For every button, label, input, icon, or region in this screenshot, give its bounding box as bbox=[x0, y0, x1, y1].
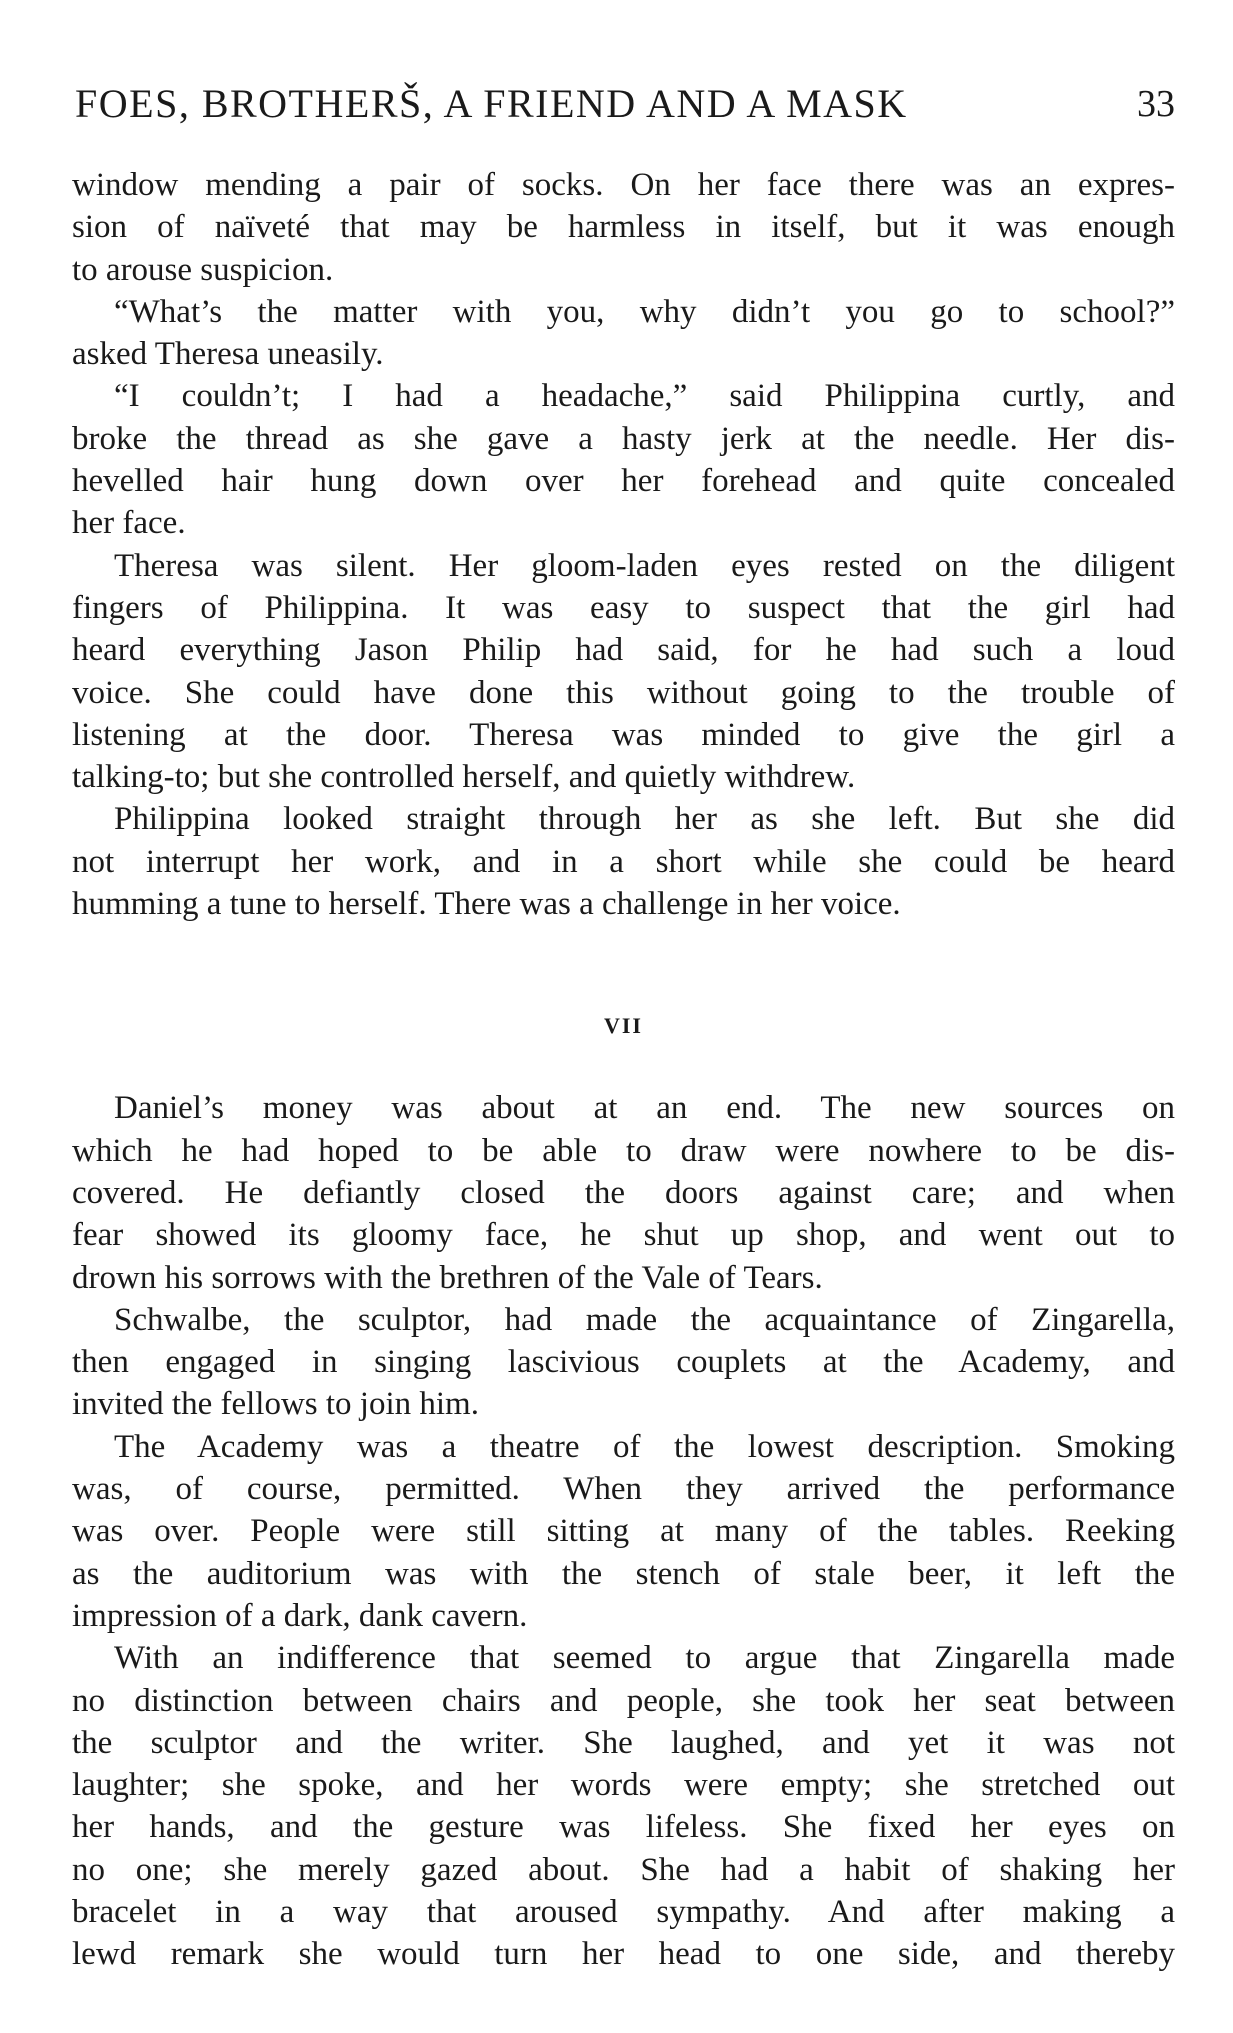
text-line: sion of naïveté that may be harmless in itself, but it was enough bbox=[72, 209, 1175, 246]
text-line: impression of a dark, dank cavern. bbox=[72, 1597, 528, 1634]
text-line: no one; she merely gazed about. She had a habit of shaking her bbox=[72, 1851, 1175, 1888]
text-line: covered. He defiantly closed the doors against care; and when bbox=[72, 1174, 1175, 1211]
text-line: the sculptor and the writer. She laughed, and yet it was not bbox=[72, 1724, 1175, 1761]
text-line: With an indifference that seemed to argue that Zingarella made bbox=[114, 1640, 1175, 1677]
text-line: talking-to; but she controlled herself, and quietly withdrew. bbox=[72, 759, 856, 796]
text-line: Schwalbe, the sculptor, had made the acquaintance of Zingarella, bbox=[114, 1301, 1175, 1338]
paragraph bbox=[72, 545, 1175, 799]
paragraph bbox=[72, 1299, 1175, 1426]
text-line: bracelet in a way that aroused sympathy. And after making a bbox=[72, 1893, 1175, 1930]
text-line: heard everything Jason Philip had said, for he had such a loud bbox=[72, 632, 1175, 669]
section-heading: VII bbox=[603, 1013, 643, 1039]
paragraph bbox=[72, 164, 1175, 291]
paragraph bbox=[72, 1087, 1175, 1298]
text-line: Philippina looked straight through her as she left. But she did bbox=[114, 801, 1175, 838]
paragraph bbox=[72, 291, 1175, 376]
text-line: no distinction between chairs and people, she took her seat between bbox=[72, 1682, 1175, 1719]
paragraph bbox=[72, 1637, 1175, 1975]
text-line: her face. bbox=[72, 505, 186, 542]
text-line: “What’s the matter with you, why didn’t you go to school?” bbox=[114, 293, 1175, 330]
paragraph bbox=[72, 1426, 1175, 1637]
paragraphs-after-section bbox=[72, 1087, 1175, 1975]
text-line: The Academy was a theatre of the lowest description. Smoking bbox=[114, 1428, 1175, 1465]
body-text bbox=[72, 164, 1175, 1976]
text-line: Theresa was silent. Her gloom-laden eyes rested on the diligent bbox=[114, 547, 1175, 584]
text-line: which he had hoped to be able to draw were nowhere to be dis- bbox=[72, 1132, 1175, 1169]
text-line: window mending a pair of socks. On her face there was an expres- bbox=[72, 167, 1175, 203]
paragraph bbox=[72, 798, 1175, 925]
text-line: was, of course, permitted. When they arrived the performance bbox=[72, 1471, 1175, 1508]
running-title: FOES, BROTHERŠ, A FRIEND AND A MASK bbox=[75, 81, 908, 126]
text-line: laughter; she spoke, and her words were empty; she stretched out bbox=[72, 1767, 1175, 1804]
text-line: fear showed its gloomy face, he shut up shop, and went out to bbox=[72, 1217, 1175, 1254]
text-line: lewd remark she would turn her head to one side, and thereby bbox=[72, 1936, 1175, 1973]
text-line: voice. She could have done this without going to the trouble of bbox=[72, 674, 1175, 711]
text-line: as the auditorium was with the stench of stale beer, it left the bbox=[72, 1555, 1175, 1592]
text-line: drown his sorrows with the brethren of the Vale of Tears. bbox=[72, 1259, 823, 1296]
paragraph bbox=[72, 375, 1175, 544]
text-line: asked Theresa uneasily. bbox=[72, 336, 384, 373]
text-line: hevelled hair hung down over her forehead and quite concealed bbox=[72, 463, 1175, 500]
text-line: was over. People were still sitting at many of the tables. Reeking bbox=[72, 1513, 1175, 1550]
text-line: listening at the door. Theresa was minded to give the girl a bbox=[72, 716, 1175, 753]
text-line: Daniel’s money was about at an end. The new sources on bbox=[114, 1090, 1175, 1127]
text-line: “I couldn’t; I had a headache,” said Philippina curtly, and bbox=[114, 378, 1175, 415]
text-line: broke the thread as she gave a hasty jerk at the needle. Her dis- bbox=[72, 420, 1175, 457]
running-head bbox=[75, 80, 1175, 130]
text-line: not interrupt her work, and in a short while she could be heard bbox=[72, 843, 1175, 880]
text-line: to arouse suspicion. bbox=[72, 251, 334, 288]
text-line: invited the fellows to join him. bbox=[72, 1386, 479, 1423]
text-line: then engaged in singing lascivious couplets at the Academy, and bbox=[72, 1344, 1175, 1381]
text-line: fingers of Philippina. It was easy to suspect that the girl had bbox=[72, 589, 1175, 626]
text-line: her hands, and the gesture was lifeless. She fixed her eyes on bbox=[72, 1809, 1175, 1846]
page-number: 33 bbox=[1137, 83, 1175, 125]
paragraphs-before-section bbox=[72, 164, 1175, 925]
text-line: humming a tune to herself. There was a challenge in her voice. bbox=[72, 886, 901, 923]
